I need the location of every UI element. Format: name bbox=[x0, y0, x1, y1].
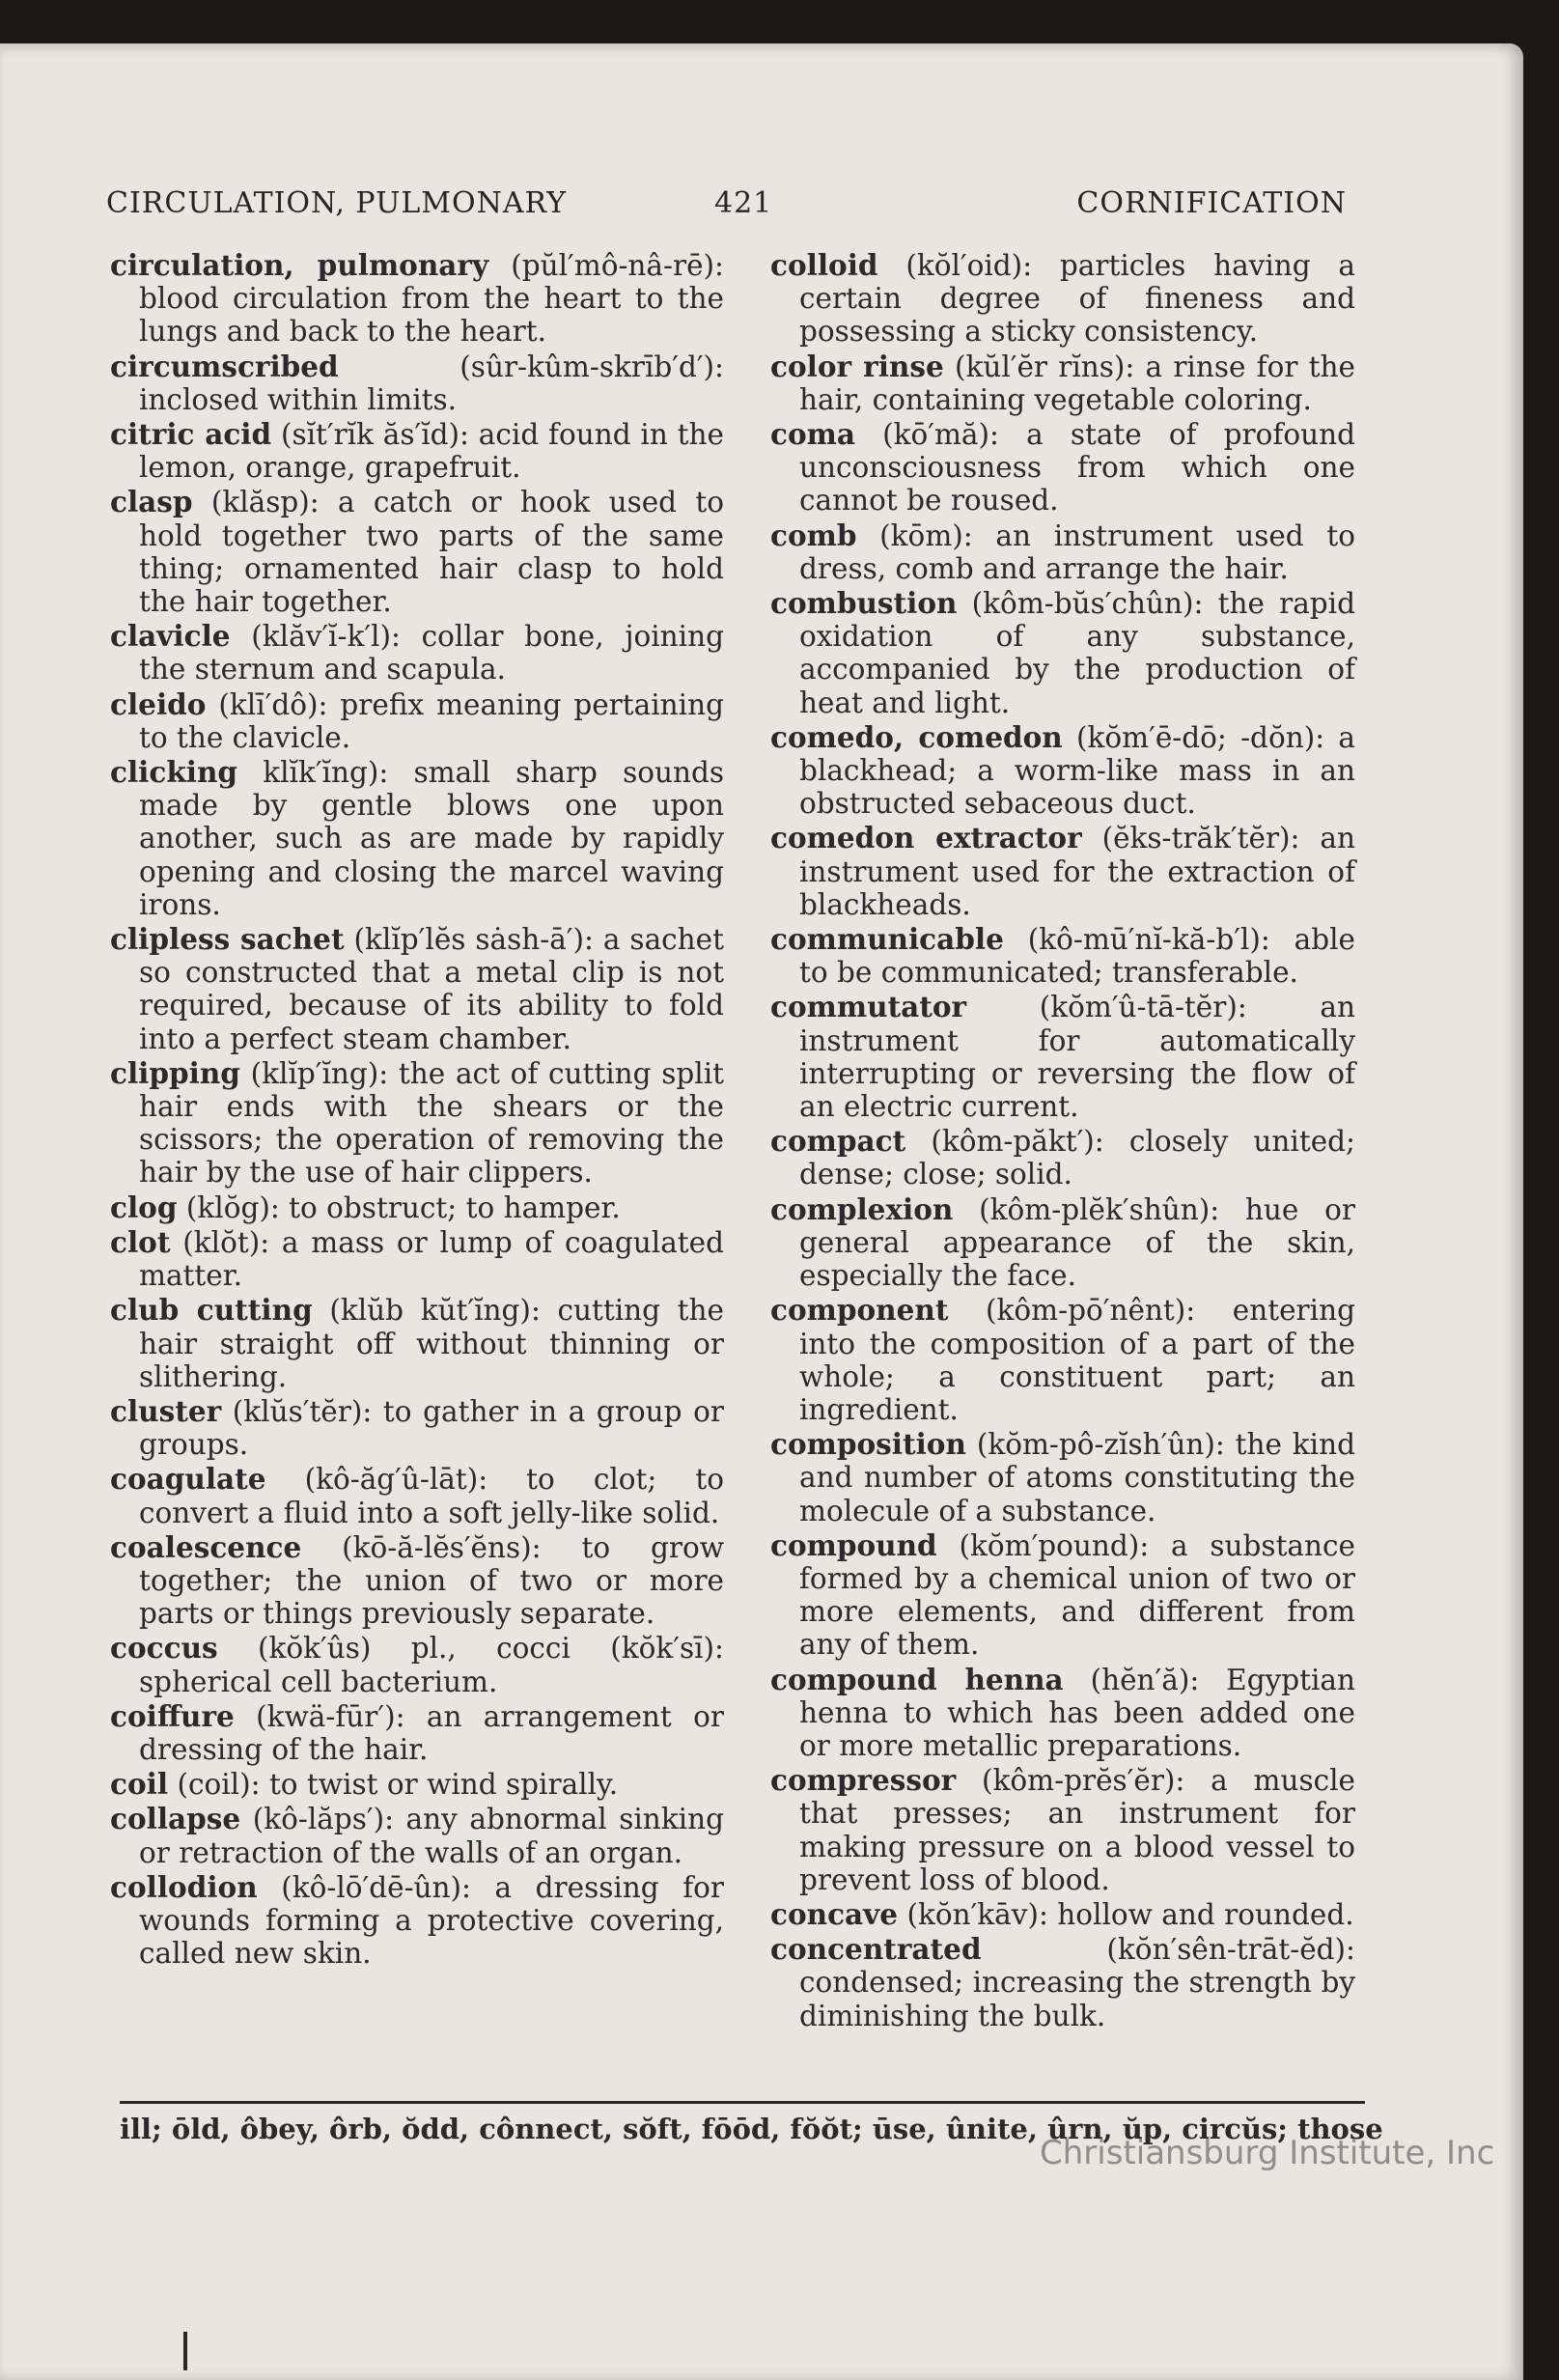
entry-definition: (klăsp): a catch or hook used to hold together two parts of the same thing; ornamented hair clasp to hold the hair together. bbox=[139, 486, 724, 619]
page-mark bbox=[183, 2332, 187, 2370]
dictionary-entry bbox=[110, 620, 724, 686]
entry-definition: (klŭs′tĕr): to gather in a group or groups. bbox=[139, 1394, 724, 1462]
entry-definition: (kŏm-pô-zĭsh′ûn): the kind and number of atoms constituting the molecule of a substance. bbox=[799, 1428, 1355, 1527]
dictionary-entry bbox=[770, 1529, 1355, 1662]
entry-definition: (kôm-plĕk′shûn): hue or general appearance of the skin, especially the face. bbox=[799, 1192, 1355, 1293]
entry-definition: (klĭp′ĭng): the act of cutting split hair ends with the shears or the scissors; the operation of removing the hair by the use of hair clippers. bbox=[139, 1056, 724, 1190]
entry-term: comedon extractor bbox=[770, 821, 1082, 855]
entry-definition: (kōm): an instrument used to dress, comb and arrange the hair. bbox=[799, 518, 1355, 585]
entry-term: coalescence bbox=[110, 1529, 302, 1564]
entry-definition: (sĭt′rĭk ăs′ĭd): acid found in the lemon, orange, grapefruit. bbox=[139, 418, 724, 485]
entry-term: combustion bbox=[770, 586, 958, 621]
dictionary-entry bbox=[110, 1531, 724, 1631]
entry-term: collapse bbox=[110, 1802, 241, 1836]
entry-term: clipless sachet bbox=[110, 922, 345, 957]
entry-definition: (kôm-pō′nênt): entering into the composition of a part of the whole; a constituent part; an ingredient. bbox=[799, 1294, 1355, 1426]
entry-definition: (klăv′ĭ-k′l): collar bone, joining the sternum and scapula. bbox=[139, 620, 724, 686]
dictionary-entry bbox=[110, 350, 724, 416]
dictionary-entry bbox=[110, 249, 724, 349]
dictionary-entry bbox=[110, 1395, 724, 1461]
dictionary-entry bbox=[770, 721, 1355, 821]
entry-term: clavicle bbox=[110, 619, 231, 654]
dictionary-entry bbox=[110, 923, 724, 1055]
entry-definition: (kwä-fūr′): an arrangement or dressing of the hair. bbox=[139, 1699, 724, 1766]
entry-term: clog bbox=[110, 1190, 178, 1224]
dictionary-entry bbox=[770, 1125, 1355, 1190]
dictionary-entry bbox=[110, 1768, 724, 1801]
dictionary-entry bbox=[110, 1463, 724, 1528]
entry-term: compound henna bbox=[770, 1662, 1064, 1696]
dictionary-entry bbox=[770, 991, 1355, 1123]
entry-definition: (klī′dô): prefix meaning pertaining to the clavicle. bbox=[139, 687, 724, 754]
dictionary-entry bbox=[770, 587, 1355, 719]
dictionary-entry bbox=[110, 1191, 724, 1224]
dictionary-entry bbox=[770, 1898, 1355, 1931]
entry-definition: (kŏk′ûs) pl., cocci (kŏk′sī): spherical cell bacterium. bbox=[139, 1632, 724, 1698]
entry-definition: (kôm-păkt′): closely united; dense; close; solid. bbox=[799, 1125, 1355, 1191]
left-column bbox=[110, 249, 724, 1972]
entry-definition: (klŭb kŭt′ĭng): cutting the hair straight off without thinning or slithering. bbox=[139, 1294, 724, 1393]
entry-term: coccus bbox=[110, 1631, 218, 1666]
dictionary-entry bbox=[770, 249, 1355, 349]
dictionary-entry bbox=[110, 1871, 724, 1971]
entry-term: composition bbox=[770, 1427, 966, 1462]
entry-term: compressor bbox=[770, 1763, 957, 1798]
entry-definition: (klŏg): to obstruct; to hamper. bbox=[185, 1190, 621, 1224]
entry-definition: (kŏm′pound): a substance formed by a chemical union of two or more elements, and different from any of them. bbox=[799, 1528, 1355, 1662]
dictionary-entry bbox=[770, 519, 1355, 585]
entry-definition: (kô-mū′nĭ-kă-b′l): able to be communicated; transferable. bbox=[799, 923, 1355, 990]
entry-definition: (pŭl′mô-nâ-rē): blood circulation from the heart to the lungs and back to the heart. bbox=[139, 249, 724, 349]
dictionary-entry bbox=[110, 1803, 724, 1868]
entry-term: concave bbox=[770, 1896, 899, 1931]
entry-definition: (sûr-kûm-skrīb′d′): inclosed within limits. bbox=[139, 350, 724, 416]
pronunciation-key: ill; ōld, ôbey, ôrb, ŏdd, cônnect, sŏft, fōōd, fŏŏt; ūse, ûnite, ûrn, ŭp, circŭs; those bbox=[120, 2113, 1383, 2145]
dictionary-entry bbox=[110, 756, 724, 921]
entry-term: clipping bbox=[110, 1055, 240, 1090]
dictionary-entry bbox=[770, 822, 1355, 921]
entry-definition: (ĕks-trăk′tĕr): an instrument used for the extraction of blackheads. bbox=[799, 822, 1355, 921]
right-column bbox=[770, 249, 1355, 2034]
entry-definition: (kôm-prĕs′ĕr): a muscle that presses; an instrument for making pressure on a blood vessel to prevent loss of blood. bbox=[799, 1764, 1355, 1896]
entry-term: citric acid bbox=[110, 417, 272, 452]
entry-term: commutator bbox=[770, 990, 967, 1024]
entry-term: clot bbox=[110, 1224, 171, 1259]
dictionary-entry bbox=[110, 1294, 724, 1393]
entry-term: coma bbox=[770, 417, 855, 452]
watermark: Christiansburg Institute, Inc bbox=[1040, 2134, 1495, 2172]
dictionary-entry bbox=[770, 1764, 1355, 1896]
entry-term: cluster bbox=[110, 1393, 222, 1428]
entry-term: color rinse bbox=[770, 349, 944, 383]
entry-term: comedo, comedon bbox=[770, 719, 1063, 754]
entry-term: component bbox=[770, 1293, 949, 1328]
entry-definition: (hĕn′ă): Egyptian henna to which has been added one or more metallic preparations. bbox=[799, 1663, 1355, 1762]
entry-definition: (kŏn′sên-trāt-ĕd): condensed; increasing the strength by diminishing the bulk. bbox=[799, 1933, 1355, 2032]
entry-term: coiffure bbox=[110, 1698, 235, 1733]
dictionary-entry bbox=[770, 418, 1355, 518]
entry-definition: (coil): to twist or wind spirally. bbox=[177, 1768, 619, 1802]
entry-definition: (kō′mă): a state of profound unconsciousness from which one cannot be roused. bbox=[799, 418, 1355, 518]
entry-term: clasp bbox=[110, 485, 193, 519]
entry-term: coil bbox=[110, 1767, 169, 1802]
running-header bbox=[106, 186, 1347, 233]
dictionary-entry bbox=[110, 1057, 724, 1190]
entry-term: comb bbox=[770, 518, 857, 552]
dictionary-entry bbox=[110, 486, 724, 618]
entry-term: compact bbox=[770, 1124, 906, 1159]
dictionary-entry bbox=[770, 1193, 1355, 1293]
entry-term: coagulate bbox=[110, 1462, 266, 1497]
dictionary-entry bbox=[770, 1294, 1355, 1426]
entry-term: circulation, pulmonary bbox=[110, 248, 489, 282]
header-right-guide-word: CORNIFICATION bbox=[1076, 186, 1347, 220]
entry-definition: (kŏl′oid): particles having a certain degree of fineness and possessing a sticky consistency. bbox=[799, 249, 1355, 349]
entry-definition: (kō-ă-lĕs′ĕns): to grow together; the union of two or more parts or things previously separate. bbox=[139, 1530, 724, 1631]
entry-definition: klĭk′ĭng): small sharp sounds made by gentle blows one upon another, such as are made by rapidly opening and closing the marcel waving irons. bbox=[139, 756, 724, 921]
entry-term: communicable bbox=[770, 922, 1004, 957]
dictionary-entry bbox=[110, 1632, 724, 1697]
entry-definition: (kŏm′ē-dō; -dŏn): a blackhead; a worm-like mass in an obstructed sebaceous duct. bbox=[799, 720, 1355, 821]
entry-definition: (kŏn′kāv): hollow and rounded. bbox=[906, 1897, 1354, 1931]
dictionary-entry bbox=[770, 923, 1355, 989]
entry-definition: (klŏt): a mass or lump of coagulated matter. bbox=[139, 1225, 724, 1293]
entry-definition: (kô-lăps′): any abnormal sinking or retraction of the walls of an organ. bbox=[139, 1803, 724, 1869]
entry-term: circumscribed bbox=[110, 349, 339, 383]
page-number: 421 bbox=[714, 186, 773, 220]
entry-definition: (kô-lō′dē-ûn): a dressing for wounds forming a protective covering, called new skin. bbox=[139, 1870, 724, 1971]
dictionary-entry bbox=[110, 1700, 724, 1766]
entry-term: colloid bbox=[770, 248, 878, 282]
entry-term: complexion bbox=[770, 1191, 954, 1226]
entry-definition: (kô-ăg′û-lāt): to clot; to convert a fluid into a soft jelly-like solid. bbox=[139, 1463, 724, 1529]
dictionary-entry bbox=[770, 1933, 1355, 2032]
header-left-guide-word: CIRCULATION, PULMONARY bbox=[106, 186, 567, 220]
entry-definition: (klĭp′lĕs sȧsh-ā′): a sachet so constructed that a metal clip is not required, because of its ability to fold into a perfect steam chamber. bbox=[139, 923, 724, 1055]
entry-term: club cutting bbox=[110, 1293, 313, 1328]
entry-definition: (kôm-bŭs′chûn): the rapid oxidation of any substance, accompanied by the production of heat and light. bbox=[799, 587, 1355, 719]
entry-definition: (kŭl′ĕr rĭns): a rinse for the hair, containing vegetable coloring. bbox=[799, 350, 1355, 416]
entry-term: cleido bbox=[110, 686, 207, 721]
footer-rule bbox=[120, 2101, 1365, 2104]
dictionary-entry bbox=[110, 688, 724, 754]
entry-term: collodion bbox=[110, 1869, 258, 1904]
dictionary-entry bbox=[770, 350, 1355, 416]
entry-definition: (kŏm′û-tā-tĕr): an instrument for automatically interrupting or reversing the flow of an electric current. bbox=[799, 991, 1355, 1124]
entry-term: clicking bbox=[110, 755, 238, 790]
entry-term: concentrated bbox=[770, 1932, 982, 1967]
dictionary-entry bbox=[110, 1226, 724, 1292]
dictionary-entry bbox=[110, 418, 724, 484]
entry-term: compound bbox=[770, 1527, 937, 1562]
dictionary-entry bbox=[770, 1428, 1355, 1527]
dictionary-entry bbox=[770, 1664, 1355, 1763]
